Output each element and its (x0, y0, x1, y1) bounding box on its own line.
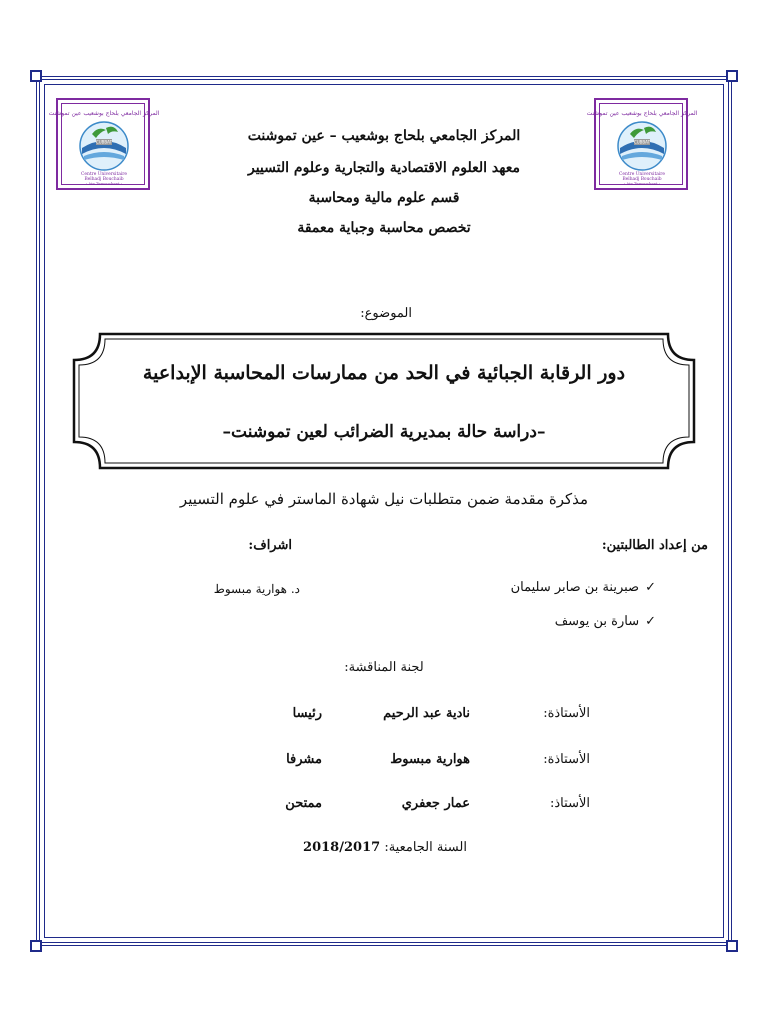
thesis-subtitle: –دراسة حالة بمديرية الضرائب لعين تموشنت– (222, 422, 546, 442)
committee-member-role: ممتحن (285, 796, 322, 811)
checkmark-icon: ✓ (645, 614, 656, 629)
logo-arc-text: المركز الجامعي بلحاج بوشعيب عين تموشنت (586, 110, 698, 117)
committee-member-name: نادية عبد الرحيم (383, 706, 470, 721)
committee-member-title: الأستاذ: (550, 796, 590, 811)
student-item (400, 614, 656, 629)
frame-corner-top-left (30, 70, 42, 82)
checkmark-icon: ✓ (645, 580, 656, 595)
committee-member-name: هوارية مبسوط (390, 752, 470, 767)
university-logo-left (48, 98, 160, 190)
thesis-title: دور الرقابة الجبائية في الحد من ممارسات المحاسبة الإبداعية (142, 362, 626, 384)
committee-member-role: رئيسا (292, 706, 322, 721)
committee-label: لجنة المناقشة: (344, 660, 424, 675)
logo-caption-2: Belhadj Bouchaib (84, 177, 124, 182)
logo-caption-3: - Ain Temouchent - (85, 181, 123, 186)
logo-caption-2: Belhadj Bouchaib (622, 177, 662, 182)
academic-year-label: السنة الجامعية: (384, 840, 467, 855)
header-line-department: قسم علوم مالية ومحاسبة (308, 190, 460, 206)
header-line-institution: المركز الجامعي بلحاج بوشعيب – عين تموشنت (247, 128, 521, 144)
academic-year-value: 2018/2017 (303, 840, 381, 855)
logo-caption-1: Centre Universitaire (619, 172, 665, 177)
header-line-specialty: تخصص محاسبة وجباية معمقة (297, 220, 471, 236)
frame-corner-bottom-left (30, 940, 42, 952)
committee-member-title: الأستاذة: (543, 706, 590, 721)
thesis-note: مذكرة مقدمة ضمن متطلبات نيل شهادة الماستر في علوم التسيير (179, 490, 589, 508)
student-item (400, 580, 656, 595)
logo-caption-3: - Ain Temouchent - (623, 181, 661, 186)
student-name: صبرينة بن صابر سليمان (510, 580, 640, 595)
logo-badge-text: CUBBAT (95, 139, 113, 145)
students-label: من إعداد الطالبتين: (601, 538, 708, 553)
logo-arc-text: المركز الجامعي بلحاج بوشعيب عين تموشنت (48, 110, 160, 117)
header-line-institute: معهد العلوم الاقتصادية والتجارية وعلوم التسيير (247, 160, 520, 176)
committee-member-role: مشرفا (286, 752, 322, 767)
subject-label: الموضوع: (360, 306, 412, 321)
academic-year (300, 840, 470, 855)
supervisor-label: اشراف: (248, 538, 292, 553)
logo-caption-1: Centre Universitaire (81, 172, 127, 177)
frame-corner-bottom-right (726, 940, 738, 952)
committee-member-name: عمار جعفري (401, 796, 470, 811)
logo-badge-text: CUBBAT (633, 139, 651, 145)
university-logo-right (586, 98, 698, 190)
title-box (72, 332, 696, 470)
student-name: سارة بن يوسف (554, 614, 640, 629)
committee-member-title: الأستاذة: (543, 752, 590, 767)
supervisor-name: د. هوارية مبسوط (213, 582, 300, 596)
frame-corner-top-right (726, 70, 738, 82)
